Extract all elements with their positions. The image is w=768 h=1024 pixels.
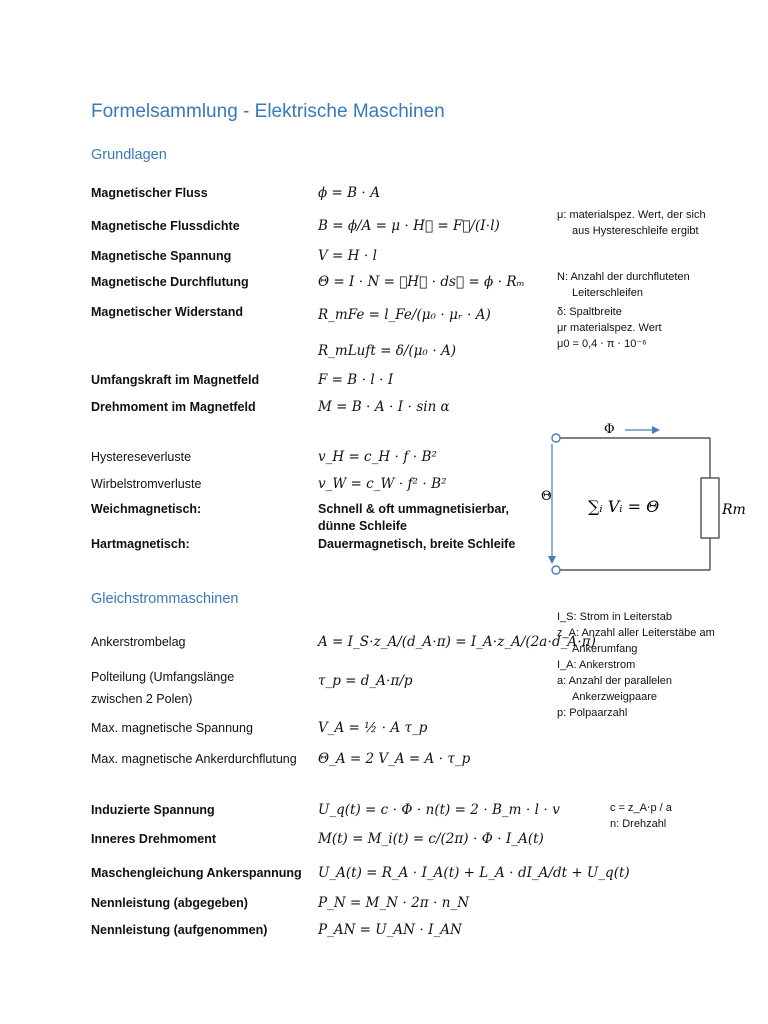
label-polteilung-2: zwischen 2 Polen) — [91, 692, 193, 706]
formula-maschengleichung: U_A(t) = R_A ⋅ I_A(t) + L_A ⋅ dI_A/dt + U_q(t) — [318, 865, 630, 881]
label-polteilung: Polteilung (Umfangslänge — [91, 670, 235, 684]
formula-umfangskraft: F = B ⋅ l ⋅ I — [318, 372, 394, 388]
label-wirbelstrom: Wirbelstromverluste — [91, 477, 202, 491]
formula-wirbelstrom: v_W = c_W ⋅ f² ⋅ B² — [318, 476, 447, 492]
formula-durchflutung: Θ = I ⋅ N = ∮H⃗ ⋅ ds⃗ = ϕ ⋅ Rₘ — [318, 274, 525, 290]
theta-arrowhead-icon — [548, 556, 556, 564]
section-grundlagen: Grundlagen — [91, 147, 167, 163]
label-fluss: Magnetischer Fluss — [91, 186, 208, 200]
note-n: N: Anzahl der durchfluteten Leiterschleifen — [557, 271, 690, 299]
label-durchflutung: Magnetische Durchflutung — [91, 275, 249, 289]
formula-widerstand-fe: R_mFe = l_Fe/(μ₀ ⋅ μᵣ ⋅ A) — [318, 307, 491, 323]
formula-flussdichte: B = ϕ/A = μ ⋅ H⃗ = F⃗/(I⋅l) — [318, 218, 500, 234]
terminal-top-icon — [552, 434, 560, 442]
label-induzierte-spannung: Induzierte Spannung — [91, 803, 215, 817]
note-c: c = z_A⋅p / a n: Drehzahl — [610, 802, 672, 830]
terminal-bottom-icon — [552, 566, 560, 574]
label-drehmoment: Drehmoment im Magnetfeld — [91, 400, 256, 414]
label-weichmagnetisch: Weichmagnetisch: — [91, 502, 202, 516]
formula-drehmoment: M = B ⋅ A ⋅ I ⋅ sin α — [318, 399, 450, 415]
label-inneres-drehmoment: Inneres Drehmoment — [91, 832, 217, 846]
label-hartmagnetisch: Hartmagnetisch: — [91, 537, 190, 551]
circuit-resistance-label: Rm — [722, 502, 746, 518]
page-title: Formelsammlung - Elektrische Maschinen — [91, 101, 445, 122]
formula-polteilung: τ_p = d_A⋅π/p — [318, 673, 413, 689]
formula-hysterese: v_H = c_H ⋅ f ⋅ B² — [318, 449, 437, 465]
label-maschengleichung: Maschengleichung Ankerspannung — [91, 866, 302, 880]
formula-max-spannung: V_A = ½ ⋅ A τ_p — [318, 720, 428, 736]
label-flussdichte: Magnetische Flussdichte — [91, 219, 240, 233]
formula-nennleistung-auf: P_AN = U_AN ⋅ I_AN — [318, 922, 462, 938]
label-max-durchflutung: Max. magnetische Ankerdurchflutung — [91, 752, 297, 766]
text-hartmagnetisch: Dauermagnetisch, breite Schleife — [318, 537, 516, 551]
resistor-icon — [701, 478, 719, 538]
flux-arrowhead-icon — [652, 426, 660, 434]
label-max-spannung: Max. magnetische Spannung — [91, 721, 253, 735]
label-widerstand: Magnetischer Widerstand — [91, 305, 244, 319]
formula-widerstand-luft: R_mLuft = δ/(μ₀ ⋅ A) — [318, 343, 457, 359]
formula-ankerstrombelag: A = I_S⋅z_A/(d_A⋅π) = I_A⋅z_A/(2a⋅d_A⋅π) — [318, 634, 596, 650]
circuit-equation: ∑ᵢ Vᵢ = Θ — [588, 497, 660, 516]
formula-max-durchflutung: Θ_A = 2 V_A = A ⋅ τ_p — [318, 751, 471, 767]
circuit-theta-label: Θ — [541, 489, 552, 504]
label-hysterese: Hystereseverluste — [91, 450, 192, 464]
note-mu: μ: materialspez. Wert, der sich aus Hystereschleife ergibt — [557, 209, 706, 237]
formula-spannung: V = H ⋅ l — [318, 248, 377, 264]
magnetic-circuit-diagram — [540, 420, 750, 580]
formula-fluss: ϕ = B ⋅ A — [318, 185, 380, 201]
formula-inneres-drehmoment: M(t) = M_i(t) = c/(2π) ⋅ Φ ⋅ I_A(t) — [318, 831, 544, 847]
circuit-flux-label: Φ — [604, 422, 615, 437]
note-delta: δ: Spaltbreite μr materialspez. Wert μ0 = 0,4 ⋅ π ⋅ 10⁻⁶ — [557, 306, 662, 350]
label-nennleistung-auf: Nennleistung (aufgenommen) — [91, 923, 268, 937]
section-gleichstrom: Gleichstrommaschinen — [91, 591, 239, 607]
text-weichmagnetisch-2: dünne Schleife — [318, 519, 407, 533]
label-spannung: Magnetische Spannung — [91, 249, 232, 263]
note-gleichstrom: I_S: Strom in Leiterstab z_A: Anzahl aller Leiterstäbe am Ankerumfang I_A: Ankerstrom a: Anzahl der parallelen Ankerzweigpaare p: Polpaarzahl — [557, 611, 715, 719]
formula-nennleistung-ab: P_N = M_N ⋅ 2π ⋅ n_N — [318, 895, 470, 911]
formula-induzierte-spannung: U_q(t) = c ⋅ Φ ⋅ n(t) = 2 ⋅ B_m ⋅ l ⋅ v — [318, 802, 560, 818]
label-nennleistung-ab: Nennleistung (abgegeben) — [91, 896, 248, 910]
text-weichmagnetisch: Schnell & oft ummagnetisierbar, — [318, 502, 510, 516]
label-ankerstrombelag: Ankerstrombelag — [91, 635, 186, 649]
label-umfangskraft: Umfangskraft im Magnetfeld — [91, 373, 260, 387]
